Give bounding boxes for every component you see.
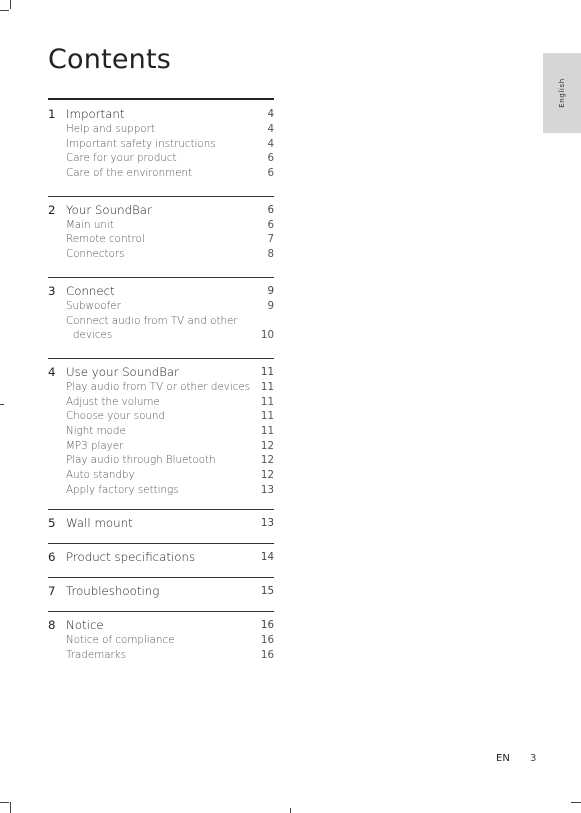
toc-entry-page: 7 [267, 233, 274, 246]
toc-entry-page: 12 [260, 439, 274, 452]
toc-section-page: 11 [260, 365, 274, 378]
toc-section [48, 543, 274, 565]
toc-section [48, 611, 274, 662]
crop-mark [10, 802, 11, 813]
toc-entry-label: Main unit [66, 218, 114, 231]
toc-section-number: 6 [48, 550, 56, 565]
toc-entry-label: Help and support [66, 123, 155, 135]
toc-section-title: Your SoundBar [66, 202, 152, 217]
toc-section-title: Important [66, 107, 125, 121]
toc-entry-label: Play audio from TV or other devices [66, 380, 251, 393]
toc-entry[interactable] [48, 166, 274, 181]
toc-section [48, 277, 274, 343]
toc-section [48, 98, 274, 181]
toc-entry-label: Apply factory settings [66, 483, 179, 496]
toc-entry[interactable] [48, 314, 274, 329]
language-tab [543, 53, 581, 133]
toc-entry-page: 10 [260, 329, 274, 342]
toc-entry-page: 12 [260, 454, 274, 467]
toc-entry[interactable] [48, 380, 274, 395]
toc-entry[interactable] [48, 122, 274, 137]
toc-entry-page: 6 [267, 167, 274, 180]
toc-entry[interactable] [48, 468, 274, 483]
table-of-contents [48, 98, 274, 663]
crop-mark [0, 10, 9, 11]
toc-section-page: 6 [267, 203, 274, 216]
toc-section-number: 1 [48, 107, 56, 121]
toc-section-heading[interactable] [48, 283, 274, 299]
toc-section-title: Use your SoundBar [66, 364, 180, 379]
toc-entry-label: Subwoofer [66, 299, 121, 312]
toc-entry[interactable] [48, 218, 274, 233]
toc-section-heading[interactable] [48, 583, 274, 599]
toc-entry-page: 8 [267, 248, 274, 261]
toc-entry-label: Choose your sound [66, 410, 165, 423]
toc-entry-page: 9 [267, 299, 274, 312]
toc-entry-label: Care of the environment [66, 167, 193, 180]
toc-entry-label: Connectors [66, 248, 125, 261]
footer-language: EN [496, 753, 510, 764]
toc-entry[interactable] [48, 151, 274, 166]
toc-section-heading[interactable] [48, 515, 274, 531]
toc-section-page: 13 [260, 517, 274, 530]
toc-section-heading[interactable] [48, 617, 274, 633]
toc-section-number: 2 [48, 202, 56, 217]
toc-section-page: 15 [260, 585, 274, 598]
toc-entry-label: Connect audio from TV and other [66, 314, 238, 327]
toc-entry-label: Care for your product [66, 152, 177, 165]
toc-entry-page: 16 [260, 634, 274, 647]
toc-section-heading[interactable] [48, 106, 274, 122]
toc-entry[interactable] [48, 409, 274, 424]
toc-section [48, 509, 274, 531]
page-title: Contents [48, 44, 172, 75]
toc-section-heading[interactable] [48, 364, 274, 380]
toc-entry-page: 12 [260, 469, 274, 481]
toc-entry-page: 6 [267, 218, 274, 231]
toc-entry[interactable] [48, 395, 274, 410]
toc-entry-page: 4 [267, 137, 274, 150]
crop-mark [10, 0, 11, 9]
toc-entry-label: Trademarks [66, 649, 127, 662]
language-tab-label: English [558, 78, 566, 108]
toc-entry[interactable] [48, 648, 274, 663]
toc-section-page: 9 [267, 284, 274, 297]
toc-entry-label: devices [73, 329, 113, 342]
toc-section-title: Notice [66, 618, 104, 633]
toc-section-number: 4 [48, 364, 56, 379]
toc-entry[interactable] [48, 137, 274, 152]
crop-mark [0, 802, 9, 803]
crop-mark [571, 802, 581, 803]
toc-entry-page: 11 [260, 395, 274, 408]
toc-entry-label: Remote control [66, 233, 145, 246]
toc-entry-label: Night mode [66, 424, 126, 437]
toc-entry[interactable] [48, 453, 274, 468]
toc-entry-page: 11 [260, 410, 274, 423]
crop-mark [0, 404, 4, 405]
toc-entry[interactable] [48, 483, 274, 498]
toc-entry-label: Notice of compliance [66, 634, 175, 647]
toc-entry[interactable] [48, 424, 274, 439]
toc-entry[interactable] [48, 232, 274, 247]
toc-section-title: Troubleshooting [66, 584, 160, 599]
toc-entry-page: 11 [260, 380, 274, 393]
toc-section-heading[interactable] [48, 202, 274, 218]
toc-entry-label: Adjust the volume [66, 395, 160, 408]
toc-section-title: Product specifications [66, 550, 196, 565]
toc-entry-label: Play audio through Bluetooth [66, 454, 216, 467]
toc-section-title: Wall mount [66, 516, 133, 531]
toc-entry-label: Auto standby [66, 469, 135, 481]
footer-page-number: 3 [530, 753, 537, 764]
crop-mark [290, 808, 291, 813]
toc-entry-page: 13 [260, 483, 274, 496]
toc-section-number: 8 [48, 618, 56, 633]
toc-section [48, 577, 274, 599]
toc-section-number: 5 [48, 516, 56, 531]
toc-section-number: 3 [48, 283, 56, 298]
toc-entry[interactable] [48, 633, 274, 648]
toc-entry-label: MP3 player [66, 439, 124, 452]
toc-section-number: 7 [48, 584, 56, 599]
toc-section-page: 4 [267, 108, 274, 120]
toc-section-page: 14 [260, 551, 274, 564]
toc-entry[interactable] [48, 299, 274, 314]
toc-entry-page: 4 [267, 123, 274, 135]
toc-entry[interactable] [48, 439, 274, 454]
toc-entry-page: 11 [260, 424, 274, 437]
toc-section [48, 358, 274, 498]
toc-section-heading[interactable] [48, 549, 274, 565]
toc-entry-label: Important safety instructions [66, 137, 216, 150]
toc-entry[interactable] [48, 328, 274, 343]
toc-entry[interactable] [48, 247, 274, 262]
toc-section-page: 16 [260, 619, 274, 632]
toc-section [48, 196, 274, 262]
toc-entry-page: 6 [267, 152, 274, 165]
toc-section-title: Connect [66, 283, 115, 298]
toc-entry-page: 16 [260, 649, 274, 662]
